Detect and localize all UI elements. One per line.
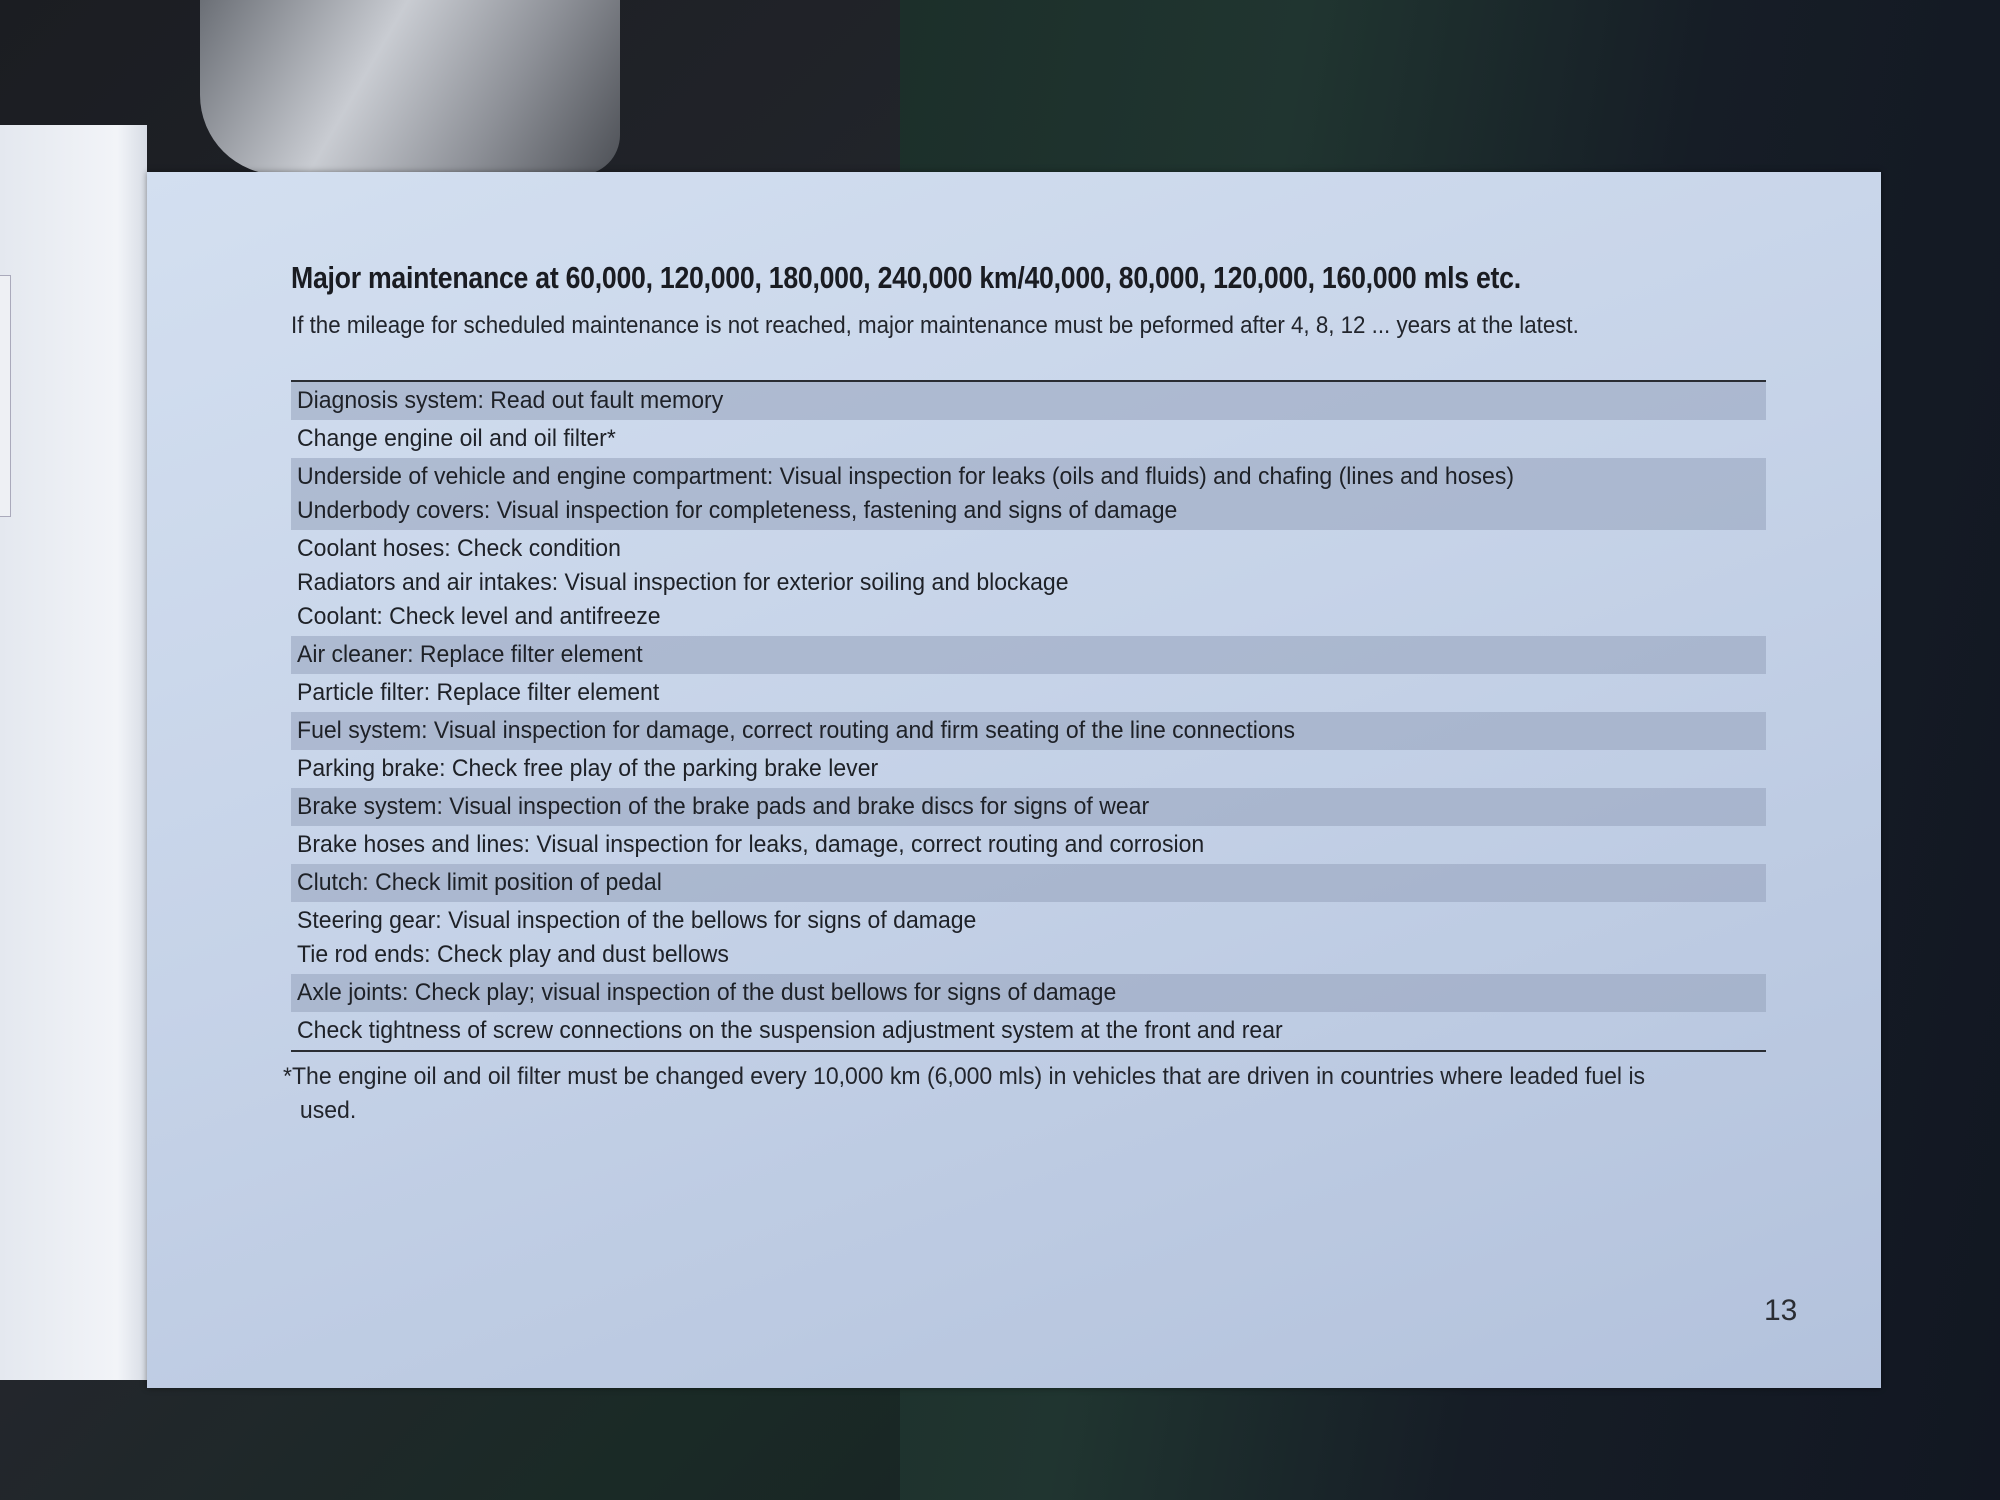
table-row	[291, 382, 1766, 420]
gear-shifter-background	[200, 0, 620, 175]
table-row	[291, 788, 1766, 826]
table-row	[291, 636, 1766, 674]
table-row	[291, 864, 1766, 902]
maintenance-item: Brake system: Visual inspection of the brake pads and brake discs for signs of wear	[297, 793, 1150, 820]
maintenance-item: Coolant: Check level and antifreeze	[297, 603, 661, 630]
maintenance-item: Brake hoses and lines: Visual inspection for leaks, damage, correct routing and corrosion	[297, 831, 1205, 858]
page-number: 13	[1764, 1294, 1798, 1327]
maintenance-item: Air cleaner: Replace filter element	[297, 641, 643, 668]
table-row	[291, 530, 1766, 636]
maintenance-item: Axle joints: Check play; visual inspection of the dust bellows for signs of damage	[297, 979, 1117, 1006]
manual-page	[147, 172, 1881, 1388]
table-row	[291, 1012, 1766, 1050]
table-row	[291, 902, 1766, 974]
maintenance-item: Diagnosis system: Read out fault memory	[297, 387, 724, 414]
page-tab	[0, 275, 11, 517]
left-page	[0, 125, 147, 1380]
maintenance-item: Particle filter: Replace filter element	[297, 679, 660, 706]
table-row	[291, 674, 1766, 712]
footnote	[283, 1060, 1783, 1128]
maintenance-item: Radiators and air intakes: Visual inspection for exterior soiling and blockage	[297, 569, 1069, 596]
table-row	[291, 826, 1766, 864]
maintenance-item: Check tightness of screw connections on the suspension adjustment system at the front and rear	[297, 1017, 1283, 1044]
table-row	[291, 420, 1766, 458]
maintenance-item: Coolant hoses: Check condition	[297, 535, 621, 562]
maintenance-item: Parking brake: Check free play of the parking brake lever	[297, 755, 879, 782]
maintenance-item: Underbody covers: Visual inspection for completeness, fastening and signs of damage	[297, 497, 1178, 524]
maintenance-item: Underside of vehicle and engine compartment: Visual inspection for leaks (oils and fluids) and chafing (lines and hoses)	[297, 463, 1515, 490]
maintenance-item: Clutch: Check limit position of pedal	[297, 869, 662, 896]
maintenance-item: Fuel system: Visual inspection for damage, correct routing and firm seating of the line connections	[297, 717, 1296, 744]
footnote-line: *The engine oil and oil filter must be changed every 10,000 km (6,000 mls) in vehicles that are driven in countries where leaded fuel is	[283, 1063, 1646, 1090]
table-row	[291, 974, 1766, 1012]
table-row	[291, 712, 1766, 750]
maintenance-item: Tie rod ends: Check play and dust bellows	[297, 941, 729, 968]
maintenance-item: Change engine oil and oil filter*	[297, 425, 616, 452]
footnote-line: used.	[299, 1097, 357, 1124]
page-subtitle: If the mileage for scheduled maintenance is not reached, major maintenance must be peformed after 4, 8, 12 ... years at the latest.	[291, 312, 1579, 339]
table-row	[291, 458, 1766, 530]
table-row	[291, 750, 1766, 788]
maintenance-table	[291, 380, 1766, 1052]
page-title: Major maintenance at 60,000, 120,000, 180,000, 240,000 km/40,000, 80,000, 120,000, 160,000 mls etc.	[291, 260, 1521, 295]
maintenance-item: Steering gear: Visual inspection of the bellows for signs of damage	[297, 907, 977, 934]
